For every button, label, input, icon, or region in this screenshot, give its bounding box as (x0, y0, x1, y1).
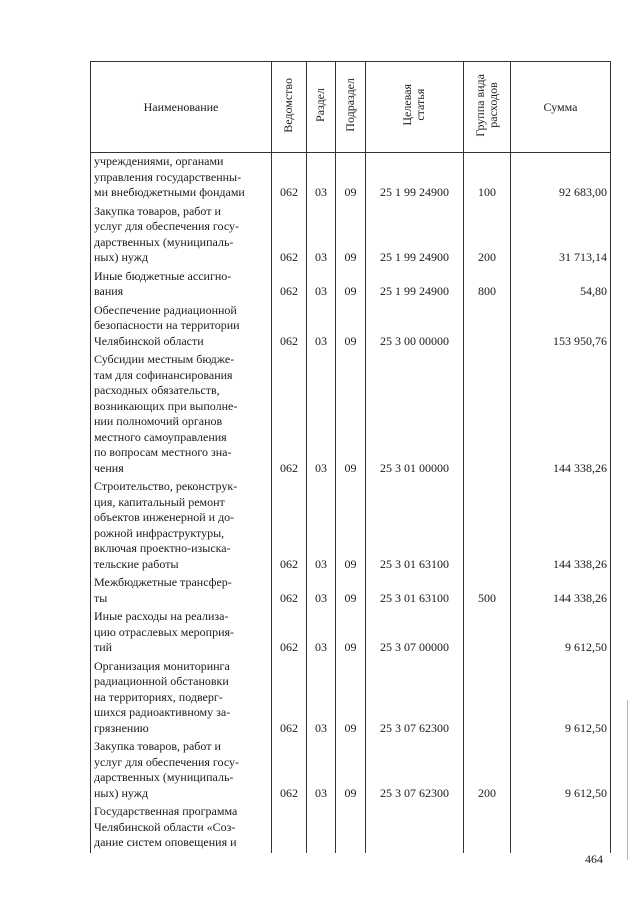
row-podrazdel: 09 (336, 153, 366, 203)
row-razdel: 03 (307, 268, 336, 302)
row-name: Государственная программа Челябинской области «Соз- дание систем оповещения и (91, 803, 272, 853)
row-sum: 144 338,26 (511, 478, 611, 574)
row-sum: 9 612,50 (511, 658, 611, 739)
row-razdel: 03 (307, 153, 336, 203)
header-sum: Сумма (511, 62, 611, 153)
table-body (91, 153, 611, 853)
row-razdel: 03 (307, 574, 336, 608)
row-name: Обеспечение радиационной безопасности на территории Челябинской области (91, 302, 272, 352)
row-podrazdel: 09 (336, 738, 366, 803)
row-sum: 144 338,26 (511, 574, 611, 608)
row-vedomstvo: 062 (272, 658, 307, 739)
row-podrazdel: 09 (336, 574, 366, 608)
row-target: 25 3 07 62300 (366, 658, 464, 739)
row-target: 25 3 01 63100 (366, 574, 464, 608)
row-razdel: 03 (307, 478, 336, 574)
row-name: Субсидии местным бюдже- там для софинансирования расходных обязательств, возникающих при выполне- нии полномочий органов местного самоуправления по вопросам местного зна- чения (91, 351, 272, 478)
row-podrazdel: 09 (336, 268, 366, 302)
row-sum: 9 612,50 (511, 608, 611, 658)
row-group (464, 478, 511, 574)
row-group: 200 (464, 203, 511, 268)
row-group (464, 302, 511, 352)
row-target (366, 803, 464, 853)
row-sum: 9 612,50 (511, 738, 611, 803)
row-vedomstvo: 062 (272, 351, 307, 478)
table-row (91, 658, 611, 739)
row-target: 25 1 99 24900 (366, 153, 464, 203)
row-target: 25 3 07 62300 (366, 738, 464, 803)
row-razdel: 03 (307, 203, 336, 268)
row-target: 25 3 01 00000 (366, 351, 464, 478)
row-target: 25 3 07 00000 (366, 608, 464, 658)
row-group: 500 (464, 574, 511, 608)
header-group-cell (464, 62, 511, 153)
header-razdel-cell (307, 62, 336, 153)
row-podrazdel (336, 803, 366, 853)
table-row (91, 478, 611, 574)
row-group (464, 658, 511, 739)
row-sum: 144 338,26 (511, 351, 611, 478)
row-target: 25 1 99 24900 (366, 268, 464, 302)
row-name: Строительство, реконструк- ция, капитальный ремонт объектов инженерной и до- рожной инфраструктуры, включая проектно-изыска- тельские работы (91, 478, 272, 574)
scan-edge-line (627, 700, 628, 860)
budget-table (90, 61, 611, 853)
row-name: Иные расходы на реализа- цию отраслевых мероприя- тий (91, 608, 272, 658)
row-razdel: 03 (307, 658, 336, 739)
row-vedomstvo: 062 (272, 268, 307, 302)
row-sum: 54,80 (511, 268, 611, 302)
header-target: Целевая статья (400, 84, 428, 126)
row-name: Организация мониторинга радиационной обстановки на территориях, подверг- шихся радиоактивному за- грязнению (91, 658, 272, 739)
row-group (464, 351, 511, 478)
row-razdel: 03 (307, 608, 336, 658)
table-row (91, 574, 611, 608)
row-podrazdel: 09 (336, 351, 366, 478)
row-target: 25 1 99 24900 (366, 203, 464, 268)
row-name: учреждениями, органами управления государственны- ми внебюджетными фондами (91, 153, 272, 203)
row-target: 25 3 01 63100 (366, 478, 464, 574)
table-row (91, 738, 611, 803)
table-row (91, 203, 611, 268)
row-vedomstvo: 062 (272, 302, 307, 352)
table-row (91, 302, 611, 352)
table-row (91, 153, 611, 203)
row-razdel: 03 (307, 351, 336, 478)
row-razdel: 03 (307, 738, 336, 803)
table-row (91, 268, 611, 302)
row-group (464, 803, 511, 853)
row-name: Иные бюджетные ассигно- вания (91, 268, 272, 302)
header-podrazdel: Подраздел (342, 78, 357, 132)
table-row (91, 803, 611, 853)
row-vedomstvo (272, 803, 307, 853)
row-group: 200 (464, 738, 511, 803)
row-group: 100 (464, 153, 511, 203)
row-name: Закупка товаров, работ и услуг для обеспечения госу- дарственных (муниципаль- ных) нужд (91, 738, 272, 803)
row-podrazdel: 09 (336, 302, 366, 352)
header-vedomstvo: Ведомство (281, 77, 296, 133)
row-name: Закупка товаров, работ и услуг для обеспечения госу- дарственных (муниципаль- ных) нужд (91, 203, 272, 268)
row-vedomstvo: 062 (272, 203, 307, 268)
row-podrazdel: 09 (336, 608, 366, 658)
page-number: 464 (585, 852, 603, 866)
row-sum: 31 713,14 (511, 203, 611, 268)
header-vedomstvo-cell (272, 62, 307, 153)
header-group: Группа вида расходов (472, 73, 500, 137)
header-podrazdel-cell (336, 62, 366, 153)
row-vedomstvo: 062 (272, 478, 307, 574)
header-target-cell (366, 62, 464, 153)
table-row (91, 608, 611, 658)
row-sum: 92 683,00 (511, 153, 611, 203)
header-name: Наименование (91, 62, 272, 153)
header-razdel: Раздел (313, 88, 328, 122)
row-podrazdel: 09 (336, 203, 366, 268)
table-header (91, 62, 611, 153)
row-sum: 153 950,76 (511, 302, 611, 352)
row-razdel (307, 803, 336, 853)
row-podrazdel: 09 (336, 478, 366, 574)
row-group: 800 (464, 268, 511, 302)
row-podrazdel: 09 (336, 658, 366, 739)
row-vedomstvo: 062 (272, 153, 307, 203)
row-vedomstvo: 062 (272, 608, 307, 658)
row-name: Межбюджетные трансфер- ты (91, 574, 272, 608)
row-group (464, 608, 511, 658)
row-razdel: 03 (307, 302, 336, 352)
row-sum (511, 803, 611, 853)
table-row (91, 351, 611, 478)
row-target: 25 3 00 00000 (366, 302, 464, 352)
row-vedomstvo: 062 (272, 738, 307, 803)
row-vedomstvo: 062 (272, 574, 307, 608)
